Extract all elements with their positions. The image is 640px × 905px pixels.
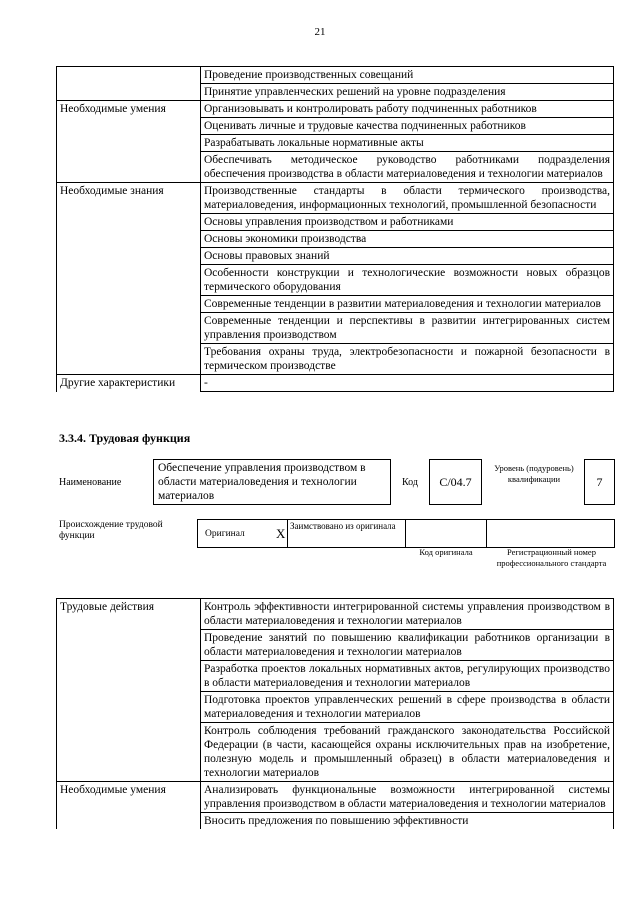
name-label: Наименование [59, 477, 122, 488]
row-value: Вносить предложения по повышению эффективности [201, 813, 614, 830]
row-label: Необходимые умения [57, 782, 201, 813]
cell-divider [287, 520, 288, 547]
row-value: Производственные стандарты в области термического производства, материаловедения, информационных технологий, промышленной безопасности [201, 183, 614, 214]
table-row [57, 101, 614, 118]
table-row [57, 118, 614, 135]
table-row [57, 375, 614, 392]
qualification-level-label: Уровень (подуровень) квалификации [494, 463, 574, 484]
row-label [57, 231, 201, 248]
origin-code-caption: Код оригинала [419, 547, 473, 557]
section-heading: 3.3.4. Трудовая функция [59, 431, 191, 445]
table-row [57, 630, 614, 661]
row-label: Необходимые знания [57, 183, 201, 214]
row-label [57, 214, 201, 231]
origin-row [197, 519, 615, 548]
table-row [57, 692, 614, 723]
row-label [57, 661, 201, 692]
qualification-level-field: 7 [584, 459, 615, 505]
table-row [57, 661, 614, 692]
origin-label: Происхождение трудовой функции [59, 520, 163, 541]
row-value: Современные тенденции в развитии материаловедения и технологии материалов [201, 296, 614, 313]
borrowed-label: Заимствовано из оригинала [290, 521, 396, 531]
row-label: Необходимые умения [57, 101, 201, 118]
page-number: 21 [314, 26, 326, 38]
table-row [57, 214, 614, 231]
row-value: Оценивать личные и трудовые качества подчиненных работников [201, 118, 614, 135]
row-label [57, 152, 201, 183]
row-value: Особенности конструкции и технологические возможности новых образцов термического оборудования [201, 265, 614, 296]
table-row [57, 84, 614, 101]
row-label: Другие характеристики [57, 375, 201, 392]
row-label [57, 313, 201, 344]
row-value: Разработка проектов локальных нормативных актов, регулирующих производство в области материаловедения и технологии материалов [201, 661, 614, 692]
row-label [57, 692, 201, 723]
table-row [57, 248, 614, 265]
row-value: Разрабатывать локальные нормативные акты [201, 135, 614, 152]
table-row [57, 67, 614, 84]
table-row [57, 296, 614, 313]
row-label [57, 723, 201, 782]
registration-number-caption: Регистрационный номер профессионального стандарта [496, 547, 607, 568]
cell-divider [405, 520, 406, 547]
original-checkmark: X [276, 526, 286, 541]
row-value: Подготовка проектов управленческих решений в сфере производства в области материаловедения и технологии материалов [201, 692, 614, 723]
row-label: Трудовые действия [57, 599, 201, 630]
requirements-table [56, 66, 614, 392]
row-value: Проведение производственных совещаний [201, 67, 614, 84]
table-row [57, 135, 614, 152]
table-row [57, 813, 614, 830]
table-row [57, 152, 614, 183]
row-value: Принятие управленческих решений на уровне подразделения [201, 84, 614, 101]
row-label [57, 630, 201, 661]
table-row [57, 723, 614, 782]
table-row [57, 782, 614, 813]
row-value: - [201, 375, 614, 392]
table-row [57, 265, 614, 296]
table-row [57, 344, 614, 375]
row-value: Анализировать функциональные возможности интегрированной системы управления производством в области материаловедения и технологии материалов [201, 782, 614, 813]
row-label [57, 67, 201, 84]
row-label [57, 248, 201, 265]
labor-actions-table [56, 598, 614, 829]
row-value: Основы экономики производства [201, 231, 614, 248]
row-value: Проведение занятий по повышению квалификации работников организации в области материаловедения и технологии материалов [201, 630, 614, 661]
original-label: Оригинал [205, 529, 245, 539]
row-value: Контроль эффективности интегрированной системы управления производством в области материаловедения и технологии материалов [201, 599, 614, 630]
row-value: Требования охраны труда, электробезопасности и пожарной безопасности в термическом производстве [201, 344, 614, 375]
code-label: Код [402, 477, 418, 488]
table-row [57, 183, 614, 214]
row-label [57, 344, 201, 375]
table-row [57, 599, 614, 630]
row-value: Современные тенденции и перспективы в развитии интегрированных систем управления производством [201, 313, 614, 344]
row-value: Обеспечивать методическое руководство работниками подразделения обеспечения производства в области материаловедения и технологии материалов [201, 152, 614, 183]
cell-divider [486, 520, 487, 547]
row-label [57, 118, 201, 135]
row-label [57, 84, 201, 101]
row-value: Основы правовых знаний [201, 248, 614, 265]
table-row [57, 231, 614, 248]
row-label [57, 813, 201, 830]
row-value: Контроль соблюдения требований гражданского законодательства Российской Федерации (в части, касающейся охраны исключительных прав на изобретение, полезную модель и промышленный образец) в области материаловедения и технологии материалов [201, 723, 614, 782]
row-label [57, 296, 201, 313]
row-label [57, 265, 201, 296]
table-row [57, 313, 614, 344]
row-value: Основы управления производством и работниками [201, 214, 614, 231]
function-code-field: C/04.7 [429, 459, 482, 505]
row-label [57, 135, 201, 152]
function-name-field: Обеспечение управления производством в области материаловедения и технологии материалов [153, 459, 391, 505]
row-value: Организовывать и контролировать работу подчиненных работников [201, 101, 614, 118]
